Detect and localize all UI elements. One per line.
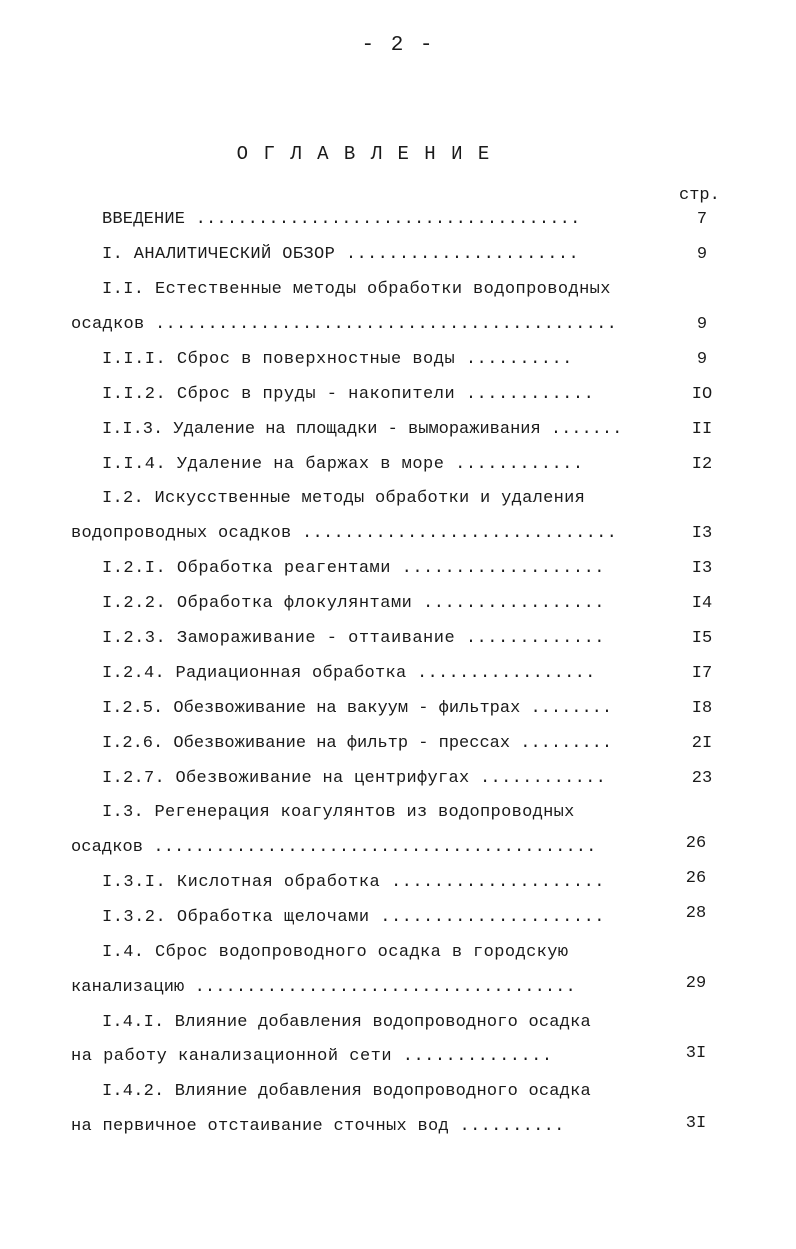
toc-entry-page: I3 <box>691 559 713 578</box>
page-column-header: стр. <box>679 186 720 205</box>
toc-entry-page: 9 <box>696 350 708 369</box>
toc-entry-page: 3I <box>685 1044 707 1063</box>
toc-entry-text: ВВЕДЕНИЕ ..................................... <box>102 210 581 229</box>
toc-entry-text: на первичное отстаивание сточных вод .......... <box>71 1117 565 1136</box>
toc-entry-text: I.3.I. Кислотная обработка .................... <box>102 873 605 892</box>
toc-entry-text: канализацию ..................................... <box>71 978 576 997</box>
toc-entry-page: I3 <box>691 524 713 543</box>
toc-entry-page: 29 <box>685 974 707 993</box>
toc-entry-page: 3I <box>685 1114 707 1133</box>
table-of-contents-title: О Г Л А В Л Е Н И Е <box>236 143 492 165</box>
toc-entry-text: I.4. Сброс водопроводного осадка в городскую <box>102 943 569 962</box>
toc-entry-page: I4 <box>691 594 713 613</box>
toc-entry-text: I.2.5. Обезвоживание на вакуум - фильтрах ........ <box>102 699 613 718</box>
toc-entry-text: на работу канализационной сети .............. <box>71 1047 553 1066</box>
toc-entry-text: I.I.I. Сброс в поверхностные воды .......... <box>102 350 573 369</box>
toc-entry-text: I.2.7. Обезвоживание на центрифугах ............ <box>102 769 607 788</box>
toc-entry-page: I5 <box>691 629 713 648</box>
toc-entry-text: I.2.I. Обработка реагентами ................... <box>102 559 605 578</box>
toc-entry-text: I.2. Искусственные методы обработки и удаления <box>102 489 586 508</box>
toc-entry-text: I.I. Естественные методы обработки водопроводных <box>102 280 611 299</box>
toc-entry-text: I.2.4. Радиационная обработка ................. <box>102 664 596 683</box>
page-number: - 2 - <box>361 34 435 57</box>
toc-entry-page: I8 <box>691 699 713 718</box>
toc-entry-text: водопроводных осадков .............................. <box>71 524 618 543</box>
toc-entry-page: 26 <box>685 834 707 853</box>
toc-entry-page: 26 <box>685 869 707 888</box>
toc-entry-text: I.3.2. Обработка щелочами ..................... <box>102 908 605 927</box>
toc-entry-page: 28 <box>685 904 707 923</box>
toc-entry-page: 9 <box>696 245 708 264</box>
toc-entry-page: 7 <box>696 210 708 229</box>
toc-entry-page: I7 <box>691 664 713 683</box>
toc-entry-page: 9 <box>696 315 708 334</box>
toc-entry-page: IO <box>691 385 713 404</box>
toc-entry-page: II <box>691 420 713 439</box>
toc-entry-text: I.I.4. Удаление на баржах в море ............ <box>102 455 584 474</box>
toc-entry-page: I2 <box>691 455 713 474</box>
toc-entry-text: осадков ............................................ <box>71 315 618 334</box>
toc-entry-text: I.I.3. Удаление на площадки - вымораживания ....... <box>102 420 623 439</box>
toc-entry-page: 2I <box>691 734 713 753</box>
toc-entry-text: I.3. Регенерация коагулянтов из водопроводных <box>102 803 575 822</box>
toc-entry-text: осадков ........................................... <box>71 838 597 857</box>
toc-entry-page: 23 <box>691 769 713 788</box>
toc-entry-text: I.I.2. Сброс в пруды - накопители ............ <box>102 385 595 404</box>
toc-entry-text: I. АНАЛИТИЧЕСКИЙ ОБЗОР ...................... <box>102 245 580 264</box>
toc-entry-text: I.2.3. Замораживание - оттаивание ............. <box>102 629 605 648</box>
toc-entry-text: I.2.2. Обработка флокулянтами ................. <box>102 594 605 613</box>
toc-entry-text: I.4.I. Влияние добавления водопроводного осадка <box>102 1013 591 1032</box>
toc-entry-text: I.4.2. Влияние добавления водопроводного осадка <box>102 1082 591 1101</box>
toc-entry-text: I.2.6. Обезвоживание на фильтр - прессах ......... <box>102 734 613 753</box>
